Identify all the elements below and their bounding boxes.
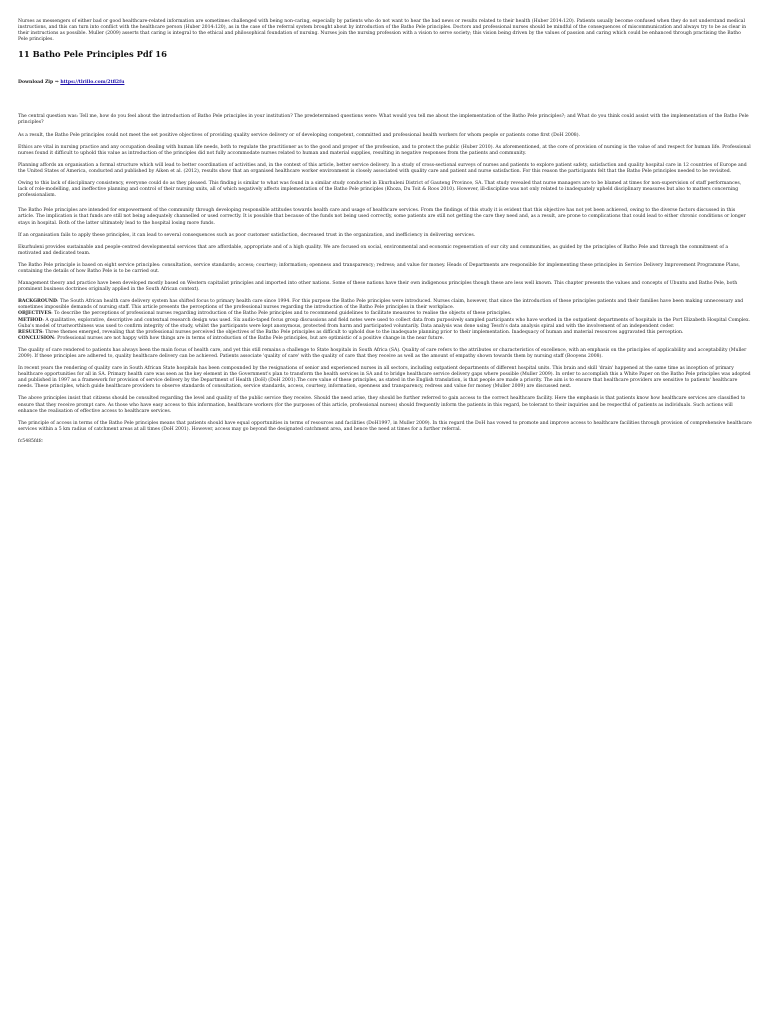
abstract-text: : A qualitative, explorative, descriptive and contextual research design was used. Six audio-taped focus group discussions and field notes were used to collect data from purposively sampled participants who have worked in the outpatient departments of hospitals in the Port Elizabeth Hospital Complex. Guba's model of trustworthiness was used to confirm integrity of the study, whilst the participants were kept anonymous, protected from harm and participated voluntarily. Data analysis was done using Tesch's data analysis spiral and with the involvement of an independent coder. — [18, 317, 751, 329]
abstract-label: CONCLUSION — [18, 335, 55, 341]
body-paragraph: As a result, the Batho Pele principles could not meet the set positive objectives of providing quality service delivery or of developing competent, committed and professional health workers for whom people or patients come first (DoH 2008). — [18, 132, 580, 138]
body-paragraph: Ethics are vital in nursing practice and any occupation dealing with human life needs, both to regulate the practitioner as to the good and proper of the profession, and to protect the public (Huber 2010). As aforementioned, at the core of provision of nursing is the value of and respect for human life. Professional nurses found it difficult to uphold this value as introduction of the principles did not fully accommodate nurses related to human and material supplies, resulting in negative responses from the patients and community. — [18, 144, 751, 156]
download-label: Download Zip — [18, 80, 54, 86]
body-paragraph: The central question was: Tell me, how do you feel about the introduction of Batho Pele principles in your institution? The predetermined questions were: What would you tell me about the implementation of the Batho Pele principles?; and What do you think could assist with the implementation of the Batho Pele principles? — [18, 114, 749, 126]
download-arrow: ⇒ — [53, 80, 61, 86]
body-paragraph: The quality of care rendered to patients has always been the main focus of health care, and yet this still remains a challenge to State hospitals in South Africa (SA). Quality of care refers to the attributes or characteristics of excellence, with an emphasis on the principles of applicability and acceptability (Muller 2009). If these principles are adhered to, quality healthcare delivery can be achieved. Patients associate 'quality of care' with the quality of care that they receive as well as the amount of empathy shown towards them by nursing staff (Booyens 2008). — [18, 347, 747, 359]
abstract-text: : The South African health care delivery system has shifted focus to primary health care since 1994. For this purpose the Batho Pele principles were introduced. Nurses claim, however, that since the introduction of these principles patients and their families have been making unnecessary and sometimes impossible demands of nursing staff. This article presents the perceptions of the professional nurses regarding the introduction of the Batho Pele principles in their workplace. — [18, 299, 744, 311]
abstract-label: METHOD — [18, 317, 43, 323]
abstract-text: : Three themes emerged, revealing that the professional nurses perceived the objectives of the Batho Pele principles as difficult to uphold due to the inadequate planning prior to their implementation. Inadequacy of human and material resources aggravated this perception. — [42, 329, 684, 335]
abstract-text: : Professional nurses are not happy with how things are in terms of introduction of the Batho Pele principles, but are optimistic of a positive change in the near future. — [54, 335, 444, 341]
abstract-conclusion — [18, 336, 752, 342]
abstract-label: OBJECTIVES — [18, 311, 52, 317]
body-paragraph: The above principles insist that citizens should be consulted regarding the level and quality of the public service they receive. Should the need arise, they should be further referred to gain access to the correct healthcare facility. Here the emphasis is that patients know how healthcare services are classified to ensure that they receive prompt care. As those who have easy access to this information, healthcare workers (for the purposes of this article, professional nurses) should frequently inform the patients in this regard, be tolerant to their inquiries and be respectful of patients as individuals. Such actions will enhance the realisation of effective access to healthcare services. — [18, 396, 746, 414]
body-paragraph: Management theory and practice have been developed mostly based on Western capitalist principles and imported into other nations. Some of these nations have their own indigenous principles though these are less well known. This chapter presents the values and concepts of Ubuntu and Batho Pele, both prominent business doctrines originally applied in the South African context). — [18, 281, 738, 293]
document-page — [18, 0, 752, 445]
body-paragraph: The Batho Pele principles are intended for empowerment of the community through developing responsible attitudes towards health care and usage of healthcare services. From the findings of this study it is evident that this objective has not yet been achieved, owing to the diverse factors discussed in this article. The implication is that funds are still not being adequately channelled or used correctly. It is possible that because of the funds not being used correctly, some patients are still not getting the care they need and, as a result, are prone to complications that could lead to either chronic conditions or longer stays in hospital. Both of the latter ultimately lead to the hospital losing more funds. — [18, 208, 746, 226]
body-paragraph: The principle of access in terms of the Batho Pele principles means that patients should have equal opportunities in terms of resources and facilities (DoH1997, in Muller 2009). In this regard the DoH has vowed to promote and improve access to healthcare facilities through provision of comprehensive healthcare services within a 5 km radius of catchment areas at all times (DoH 2001). However, access may go beyond the designated catchment area, and hence the need at times for a further referral. — [18, 420, 752, 432]
body-paragraph: If an organisation fails to apply these principles, it can lead to several consequences such as poor customer satisfaction, decreased trust in the organization, and inefficiency in delivering services. — [18, 232, 476, 238]
download-line — [18, 80, 752, 86]
body-paragraph: Ekurhuleni provides sustainable and people-centred developmental services that are affordable, appropriate and of a high quality. We are focused on social, environmental and economic regeneration of our city and communities, as guided by the principles of Batho Pele and through the commitment of a motivated and dedicated team. — [18, 244, 729, 256]
abstract-block — [18, 299, 752, 342]
body-paragraph: Planning affords an organisation a formal structure which will lead to better coordination of activities and, in the context of this article, better service delivery. In a study of cross-sectional surveys of nurses and patients to explore patient safety, satisfaction and quality hospital care in 12 countries of Europe and the United States of America, conducted and published by Aiken et al. (2012), results show that an organised healthcare worker environment is closely associated with quality care and patient and nurse satisfaction. For this reason the participants felt that the Batho Pele principles needed to be revisited. — [18, 162, 747, 174]
document-suffix-code: fc5485fdfc — [18, 438, 43, 444]
body-paragraph: In recent years the rendering of quality care in South African State hospitals has been compounded by the resignations of senior and experienced nurses in all sectors, including outpatient departments of different hospital units. This brain and skill 'drain' happened at the same time as inception of primary healthcare opportunities for all in SA. Primary health care was seen as the key element in the Government's plan to transform the health services in SA and to bridge healthcare service delivery gaps where possible (Muller 2009). In order to accomplish this a White Paper on the Batho Pele principles was adopted and published in 1997 as a framework for provision of service delivery by the Department of Health (DoH) (DoH 2001).The core value of these principles, as stated in the English translation, is that people are made a priority. The aim is to ensure that healthcare providers are sensitive to patients' healthcare needs. These principles, which guide healthcare providers to observe standards of consultation, service standards, access, courtesy, information, openness and transparency, redress and value for money (Muller 2009) are discussed next. — [18, 366, 751, 390]
abstract-method — [18, 318, 752, 330]
abstract-text: : To describe the perceptions of professional nurses regarding introduction of the Batho Pele principles and to recommend guidelines to facilitate measures to realise the objects of these principles. — [51, 311, 512, 317]
abstract-label: BACKGROUND — [18, 299, 58, 305]
body-paragraph: The Batho Pele principle is based on eight service principles: consultation, service standards; access; courtesy; information; openness and transparency; redress; and value for money. Heads of Departments are responsible for implementing these principles in Service Delivery Improvement Programme Plans, containing the details of how Batho Pele is to be carried out. — [18, 262, 741, 274]
intro-paragraph: Nurses as messengers of either bad or good healthcare-related information are sometimes challenged with being non-caring, especially by patients who do not want to hear the bad news or results related to their health (Huber 2014:120). Patients usually become confused when they do not understand medical instructions, and this can turn into conflict with the healthcare person (Huber 2014:120), as in the case of the referral system brought about by introduction of the Batho Pele principles. Doctors and professional nurses should be mindful of the consequences of miscommunication and always try to be as clear in their instructions as possible. Muller (2009) asserts that caring is integral to the ethical and philosophical foundation of nursing. Nurses join the nursing profession with a vision to serve society; this vision being driven by the values of passion and caring which could be enhanced through practising the Batho Pele principles. — [18, 19, 747, 43]
abstract-label: RESULTS — [18, 329, 43, 335]
download-link[interactable]: https://tlrillo.com/2tfl2fu — [60, 80, 125, 86]
abstract-background — [18, 299, 752, 311]
body-paragraph: Owing to this lack of disciplinary consistency, everyone could do as they pleased. This finding is similar to what was found in a similar study conducted in Ekurhuleni District of Gauteng Province, SA. That study revealed that nurse managers are to be blamed at times for non-supervision of staff performances, lack of role-modelling, and ineffective planning and control of their nursing units, all of which negatively affects implementation of the Batho Pele principles (Khoza, Du Toit & Roos 2010). However, ill-discipline was not only related to inadequately upheld disciplinary measures but also to matters concerning professionalism. — [18, 181, 742, 199]
page-title: 11 Batho Pele Principles Pdf 16 — [18, 49, 167, 60]
